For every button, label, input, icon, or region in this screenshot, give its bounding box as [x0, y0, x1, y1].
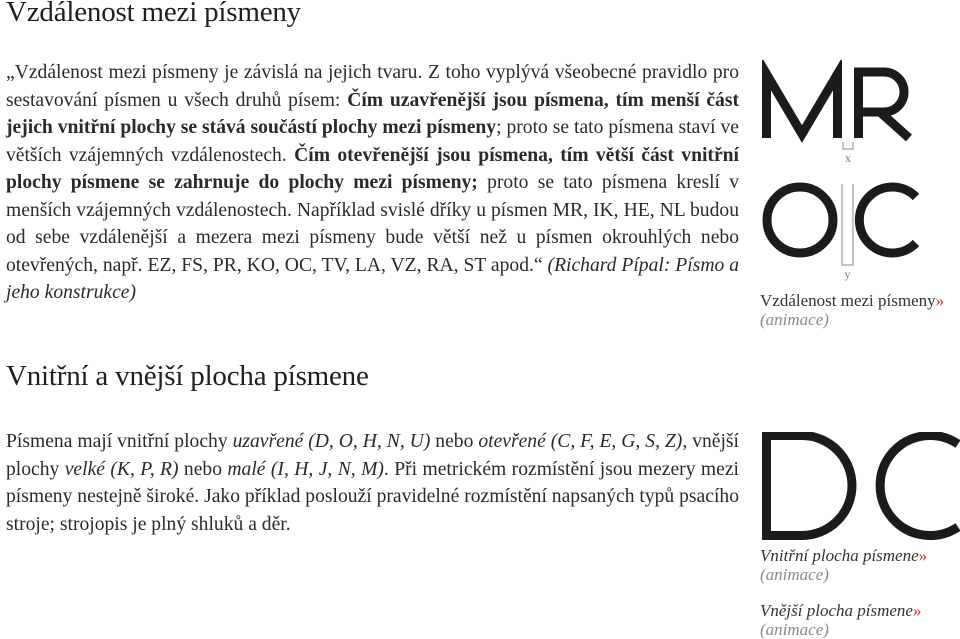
caption-arrow-icon[interactable]: » — [935, 291, 945, 310]
text-run: ; proto se tato písmena staví ve větších vzájemných vzdálenostech. — [6, 117, 739, 166]
glyph-o — [767, 187, 833, 253]
caption-arrow-icon[interactable]: » — [918, 546, 928, 565]
glyph-r — [859, 72, 910, 138]
label-x: x — [845, 151, 851, 165]
gap-x-marker — [843, 142, 853, 149]
glyph-c — [880, 436, 958, 536]
label-y: y — [844, 267, 851, 281]
page-title: Vzdálenost mezi písmeny — [6, 0, 301, 28]
paragraph-letter-spacing — [6, 59, 739, 307]
text-run: velké (K, P, R) — [64, 458, 179, 480]
text-run: nebo — [178, 458, 228, 480]
gap-y-bracket — [842, 260, 853, 265]
glyph-c — [859, 187, 916, 253]
glyph-d — [767, 436, 852, 536]
caption-title[interactable]: Vzdálenost mezi písmeny — [760, 291, 936, 310]
text-run: otevřené (C, F, E, G, S, Z) — [478, 431, 683, 452]
text-run: uzavřené (D, O, H, N, U) — [232, 431, 431, 452]
text-run: . Při metrickém rozmístění jsou mezery mezi písmeny nestejně široké. Jako příklad poslouží pravidelné rozmístění napsaných typů psacího stroje; strojopis je plný shluků a děr. — [6, 458, 739, 535]
text-run: „Vzdálenost mezi písmeny je závislá na jejich tvaru. Z toho vyplývá všeobecné pravidlo pro sestavování písmen u všech druhů písem: — [6, 62, 739, 111]
section-heading: Vnitřní a vnější plocha písmene — [6, 360, 369, 392]
caption-outer-area[interactable] — [760, 601, 921, 639]
text-run: Čím uzavřenější jsou písmena, tím menší část jejich vnitřní plochy se stává součástí plochy mezi písmeny — [6, 89, 739, 138]
caption-spacing[interactable] — [760, 291, 944, 329]
text-run: Čím otevřenější jsou písmena, tím větší část vnitřní plochy písmene se zahrnuje do plochy mezi písmeny; — [6, 144, 739, 193]
caption-animation-link[interactable]: (animace) — [760, 310, 829, 329]
letters-mr — [767, 72, 910, 138]
text-run: proto se tato písmena kreslí v menších vzájemných vzdálenostech. Například svislé dříky u písmen MR, IK, HE, NL budou od sebe vzdálenější a mezera mezi písmeny bude větší než u písmen okrouhlých nebo otevřených, např. EZ, FS, PR, KO, OC, TV, LA, VZ, RA, ST apod.“ — [6, 172, 740, 276]
text-run: , vnější plochy — [6, 431, 739, 480]
caption-arrow-icon[interactable]: » — [912, 601, 922, 620]
spacing-figure — [762, 60, 932, 285]
glyph-m — [767, 74, 838, 138]
text-run: malé (I, H, J, N, M) — [227, 458, 384, 480]
caption-animation-link[interactable]: (animace) — [760, 565, 829, 584]
text-run: (Richard Pípal: Písmo a jeho konstrukce) — [6, 254, 740, 303]
text-run: nebo — [430, 431, 479, 452]
paragraph-inner-outer-area — [6, 428, 739, 538]
area-figure — [762, 432, 960, 540]
gap-y-marker — [842, 184, 853, 260]
caption-inner-area[interactable] — [760, 546, 927, 584]
caption-inner-title[interactable]: Vnitřní plocha písmene — [760, 546, 919, 565]
caption-animation-link[interactable]: (animace) — [760, 620, 829, 639]
text-run: Písmena mají vnitřní plochy — [6, 431, 233, 452]
caption-outer-title[interactable]: Vnější plocha písmene — [760, 601, 913, 620]
letters-dc — [767, 436, 959, 536]
